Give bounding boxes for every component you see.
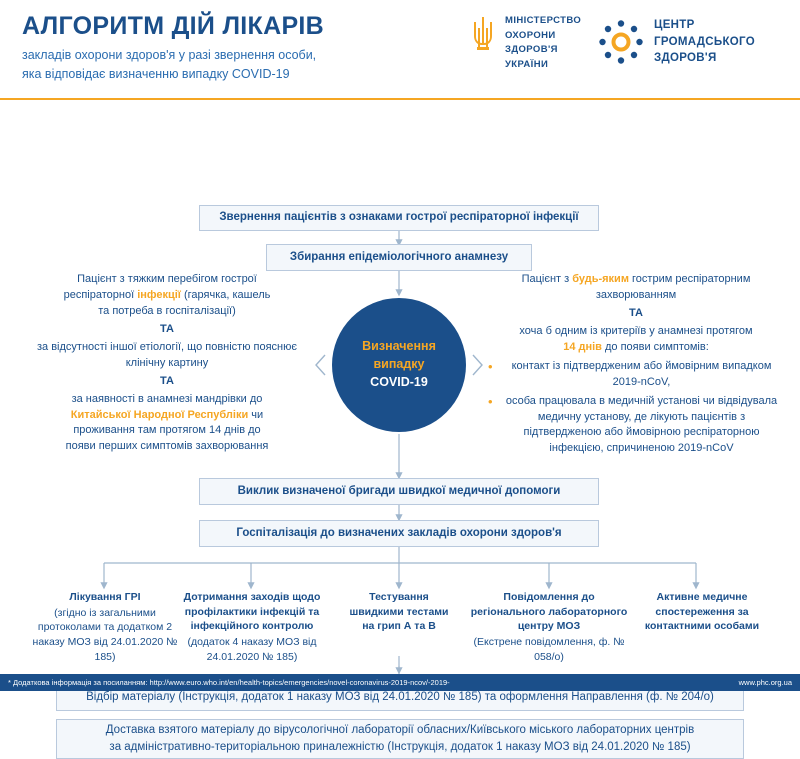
moz-line-0: МІНІСТЕРСТВО: [505, 15, 582, 26]
column-title: Дотримання заходів щодо профілактики інфекцій та інфекційного контролю: [183, 591, 321, 633]
circle-line-3: COVID-19: [370, 374, 428, 389]
left-p3-line3: проживання там протягом 14 днів до: [73, 424, 261, 437]
left-p1-c: (гарячка, кашель: [180, 288, 271, 301]
subtitle-line-2: яка відповідає визначенню випадку COVID-19: [22, 66, 290, 81]
moz-line-2: ЗДОРОВ'Я: [505, 44, 558, 56]
left-p3-line1: за наявності в анамнезі мандрівки до: [71, 392, 263, 405]
ministry-logo-text: [505, 14, 581, 73]
right-and-1: ТА: [629, 306, 643, 319]
cgz-logo-text: [654, 17, 755, 67]
delivery-line-1: Доставка взятого матеріалу до вірусологічної лабораторії обласних/Київського міського лабораторних центрів: [105, 724, 695, 737]
right-p1-line2: захворюванням: [595, 288, 677, 301]
right-p2-b: до появи симптомів:: [601, 340, 709, 353]
delivery-line-2: за адміністративно-територіальною приналежністю (Інструкція, додаток 1 наказу МОЗ від 24.01.2020 № 185): [109, 741, 691, 753]
right-p2-days: 14 днів: [563, 340, 602, 353]
column-title: Тестування швидкими тестами на грип А та В: [349, 591, 449, 633]
step-hospitalization: Госпіталізація до визначених закладів охорони здоров'я: [199, 520, 599, 547]
circle-line-2: випадку: [373, 357, 425, 372]
right-p1-b: гострим респіраторним: [628, 273, 751, 285]
right-p2-line1: хоча б одним із критеріїв у анамнезі протягом: [519, 324, 753, 337]
list-item: • контакт із підтвердженим або ймовірним випадком 2019-nCoV,: [488, 359, 784, 391]
left-p3-b: чи: [248, 408, 264, 421]
column-body: (згідно із загальними протоколами та додатком 2 наказу МОЗ від 24.01.2020 № 185): [32, 606, 178, 663]
circle-line-1: Визначення: [362, 339, 436, 354]
moz-line-1: ОХОРОНИ: [505, 29, 556, 41]
column-body: (додаток 4 наказу МОЗ від 24.01.2020 № 185): [187, 636, 317, 663]
left-p1-line3: та потреба в госпіталізації): [98, 304, 236, 317]
right-p1-any: будь-яким: [572, 273, 629, 285]
page-title: АЛГОРИТМ ДІЙ ЛІКАРІВ: [22, 12, 325, 40]
left-p3-line4: появи перших симптомів захворювання: [65, 440, 269, 453]
column-title: Лікування ГРІ: [69, 591, 141, 603]
step-call-ambulance: Виклик визначеної бригади швидкої медичної допомоги: [199, 478, 599, 505]
footer-note: * Додаткова інформація за посиланням: http://www.euro.who.int/en/health-topics/emergencies/novel-coronavirus-2019-ncov/-2019-: [8, 678, 450, 687]
subtitle-line-1: закладів охорони здоров'я у разі звернення особи,: [22, 48, 317, 62]
cgz-line-2: ЗДОРОВ'Я: [654, 52, 717, 65]
left-p2: за відсутності іншої етіології, що повністю пояснює клінічну картину: [36, 340, 297, 369]
column-title: Активне медичне спостереження за контактними особами: [644, 591, 760, 633]
step-epidemiological-history: Збирання епідеміологічного анамнезу: [266, 244, 532, 271]
right-p1-a: Пацієнт з: [521, 273, 573, 285]
moz-line-3: УКРАЇНИ: [505, 59, 549, 71]
flow-connectors-bottom: [0, 100, 800, 675]
list-item: • особа працювала в медичній установі чи відвідувала медичну установу, де лікують пацієнтів з підтвердженою або ймовірною респіраторною інфекцією, спричиненою 2019-nCoV: [488, 394, 784, 458]
step-sample-delivery: [56, 719, 744, 759]
left-p1-b: респіраторної: [63, 288, 138, 301]
page-header: [0, 0, 800, 100]
left-p3-country: Китайської Народної Республіки: [70, 408, 249, 421]
left-and-1: ТА: [160, 322, 174, 335]
column-body: (Екстрене повідомлення, ф. № 058/о): [473, 636, 625, 663]
trident-icon: [470, 14, 496, 54]
step-sample-collection: Відбір матеріалу (Інструкція, додаток 1 наказу МОЗ від 24.01.2020 № 185) та оформлення Направлення (ф. № 204/о): [56, 684, 744, 711]
left-and-2: ТА: [160, 374, 174, 387]
cgz-line-1: ГРОМАДСЬКОГО: [654, 35, 755, 48]
public-health-center-logo: [598, 17, 755, 67]
page-subtitle: [22, 46, 452, 84]
left-p1-infection: інфекції: [137, 288, 181, 301]
cgz-circle-logo-icon: [598, 19, 644, 65]
step-initial-visit: Звернення пацієнтів з ознаками гострої респіраторної інфекції: [199, 205, 599, 231]
ministry-of-health-logo: [470, 14, 581, 73]
footer-site-link[interactable]: www.phc.org.ua: [738, 678, 792, 687]
footer-band: [0, 674, 800, 691]
left-p1-line1: Пацієнт з тяжким перебігом гострої: [77, 273, 257, 285]
cgz-line-0: ЦЕНТР: [654, 19, 695, 31]
column-title: Повідомлення до регіонального лабораторного центру МОЗ: [470, 591, 628, 633]
